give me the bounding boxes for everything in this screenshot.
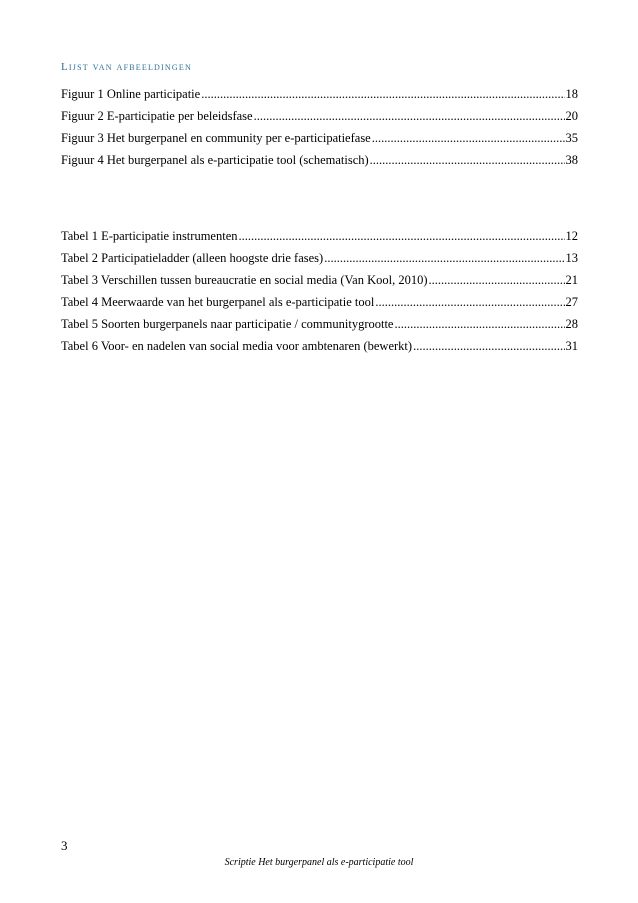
toc-entry-figure-2[interactable] [61, 109, 578, 131]
toc-entry-page: 35 [565, 131, 578, 145]
leader-dots [324, 251, 564, 266]
toc-entry-label: Figuur 2 E-participatie per beleidsfase [61, 109, 253, 123]
leader-dots [201, 87, 564, 102]
leader-dots [254, 109, 565, 124]
leader-dots [413, 339, 564, 354]
toc-entry-page: 27 [565, 295, 578, 309]
page-footer: Scriptie Het burgerpanel als e-participatie tool [224, 857, 414, 868]
toc-entry-label: Figuur 4 Het burgerpanel als e-participatie tool (schematisch) [61, 153, 369, 167]
toc-entry-page: 12 [565, 229, 578, 243]
toc-entry-page: 38 [565, 153, 578, 167]
toc-entry-table-4[interactable] [61, 295, 578, 317]
toc-entry-figure-1[interactable] [61, 87, 578, 109]
toc-entry-label: Figuur 1 Online participatie [61, 87, 201, 101]
toc-entry-label: Figuur 3 Het burgerpanel en community per e-participatiefase [61, 131, 371, 145]
toc-entry-table-6[interactable] [61, 339, 578, 361]
toc-entry-figure-4[interactable] [61, 153, 578, 175]
toc-entry-page: 13 [565, 251, 578, 265]
toc-entry-label: Tabel 1 E-participatie instrumenten [61, 229, 238, 243]
leader-dots [429, 273, 565, 288]
toc-entry-label: Tabel 2 Participatieladder (alleen hoogste drie fases) [61, 251, 324, 265]
toc-entry-label: Tabel 3 Verschillen tussen bureaucratie en social media (Van Kool, 2010) [61, 273, 428, 287]
leader-dots [372, 131, 565, 146]
toc-entry-label: Tabel 5 Soorten burgerpanels naar participatie / communitygrootte [61, 317, 394, 331]
leader-dots [239, 229, 565, 244]
toc-entry-page: 31 [565, 339, 578, 353]
toc-entry-page: 28 [565, 317, 578, 331]
toc-entry-label: Tabel 6 Voor- en nadelen van social media voor ambtenaren (bewerkt) [61, 339, 413, 353]
toc-entry-table-2[interactable] [61, 251, 578, 273]
page-number: 3 [61, 838, 68, 853]
toc-entry-figure-3[interactable] [61, 131, 578, 153]
figures-list [61, 87, 578, 175]
toc-entry-page: 18 [565, 87, 578, 101]
tables-list [61, 229, 578, 361]
toc-entry-page: 20 [565, 109, 578, 123]
toc-entry-label: Tabel 4 Meerwaarde van het burgerpanel als e-participatie tool [61, 295, 375, 309]
section-heading: Lijst van afbeeldingen [61, 61, 192, 73]
leader-dots [375, 295, 564, 310]
toc-entry-table-3[interactable] [61, 273, 578, 295]
toc-entry-table-5[interactable] [61, 317, 578, 339]
toc-entry-page: 21 [565, 273, 578, 287]
leader-dots [394, 317, 564, 332]
toc-entry-table-1[interactable] [61, 229, 578, 251]
leader-dots [370, 153, 565, 168]
